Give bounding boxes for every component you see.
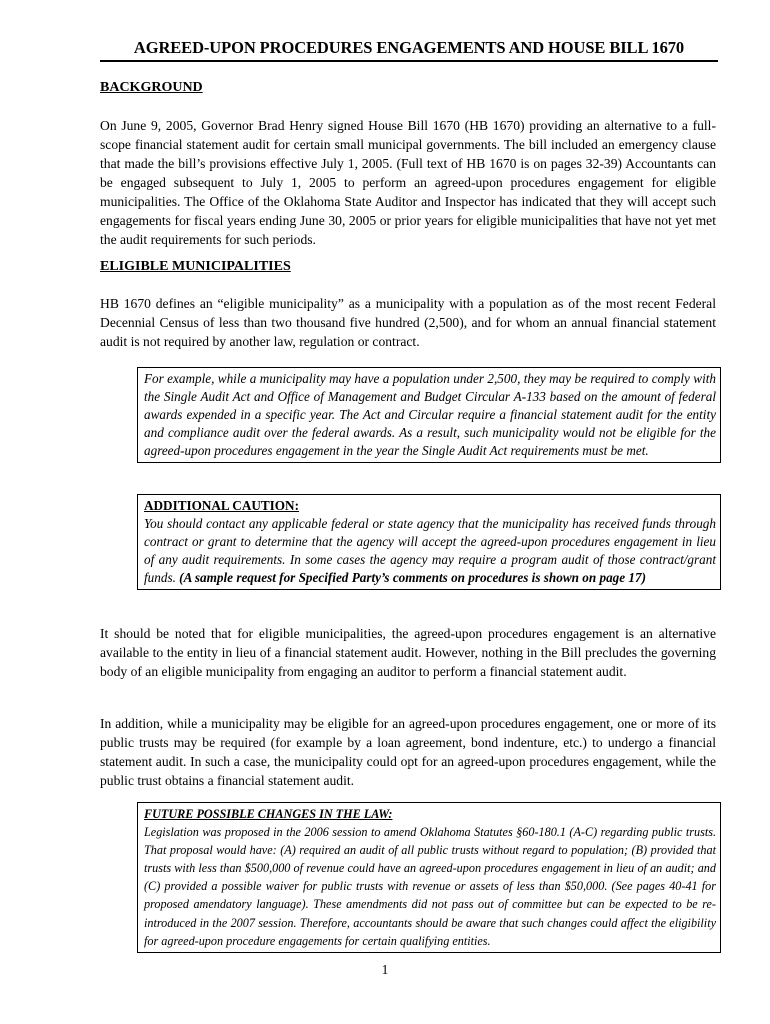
background-heading: BACKGROUND — [100, 80, 203, 95]
document-title: AGREED-UPON PROCEDURES ENGAGEMENTS AND HOUSE BILL 1670 — [100, 38, 718, 62]
additional-caution-text: You should contact any applicable federal or state agency that the municipality has received funds through contract or grant to determine that the agency will accept the agreed-upon procedures engagement in lieu of any audit requirements. In some cases the agency may require a program audit of those contract/grant funds. — [144, 516, 716, 585]
background-paragraph: On June 9, 2005, Governor Brad Henry signed House Bill 1670 (HB 1670) providing an alternative to a full-scope financial statement audit for certain small municipal governments. The bill included an emergency clause that made the bill’s provisions effective July 1, 2005. (Full text of HB 1670 is on pages 32-39) Accountants can be engaged subsequent to July 1, 2005 to perform an agreed-upon procedures engagement for eligible municipalities. The Office of the Oklahoma State Auditor and Inspector has indicated that they will accept such engagements for fiscal years ending June 30, 2005 or prior years for eligible municipalities that have not yet met the audit requirements for such periods. — [100, 118, 716, 247]
eligible-municipalities-paragraph: HB 1670 defines an “eligible municipality” as a municipality with a population as of the most recent Federal Decennial Census of less than two thousand five hundred (2,500), and for whom an annual financial statement audit is not required by another law, regulation or contract. — [100, 296, 716, 349]
public-trusts-paragraph: In addition, while a municipality may be eligible for an agreed-upon procedures engagement, one or more of its public trusts may be required (for example by a loan agreement, bond indenture, etc.) to undergo a financial statement audit. In such a case, the municipality could opt for an agreed-upon procedures engagement, while the public trust obtains a financial statement audit. — [100, 716, 716, 788]
additional-caution-box — [137, 494, 721, 590]
future-changes-text: Legislation was proposed in the 2006 session to amend Oklahoma Statutes §60-180.1 (A-C) regarding public trusts. That proposal would have: (A) required an audit of all public trusts without regard to population; (B) provided that trusts with less than $500,000 of revenue could have an agreed-upon procedures engagement in lieu of an audit; and (C) provided a possible waiver for public trusts with revenue or assets of less than $50,000. (See pages 40-41 for proposed amendatory language). These amendments did not pass out of committee but can be expected to be re-introduced in the 2007 session. Therefore, accountants should be aware that such changes could affect the eligibility for agreed-upon procedure engagements for certain qualifying entities. — [144, 825, 716, 948]
additional-caution-emphasis: (A sample request for Specified Party’s comments on procedures is shown on page 17) — [179, 570, 646, 585]
page-number: 1 — [381, 962, 389, 977]
example-box — [137, 367, 721, 463]
eligible-noted-paragraph: It should be noted that for eligible municipalities, the agreed-upon procedures engagement is an alternative available to the entity in lieu of a financial statement audit. However, nothing in the Bill precludes the governing body of an eligible municipality from engaging an auditor to perform a financial statement audit. — [100, 626, 716, 679]
future-changes-box — [137, 802, 721, 953]
additional-caution-heading: ADDITIONAL CAUTION: — [144, 498, 299, 513]
example-box-text: For example, while a municipality may have a population under 2,500, they may be required to comply with the Single Audit Act and Office of Management and Budget Circular A-133 based on the amount of federal awards expended in a specific year. The Act and Circular require a financial statement audit for the entity and compliance audit over the federal awards. As a result, such municipality would not be eligible for the agreed-upon procedures engagement in the year the Single Audit Act requirements must be met. — [144, 371, 716, 458]
future-changes-heading: FUTURE POSSIBLE CHANGES IN THE LAW: — [144, 807, 393, 821]
eligible-municipalities-heading: ELIGIBLE MUNICIPALITIES — [100, 259, 291, 274]
